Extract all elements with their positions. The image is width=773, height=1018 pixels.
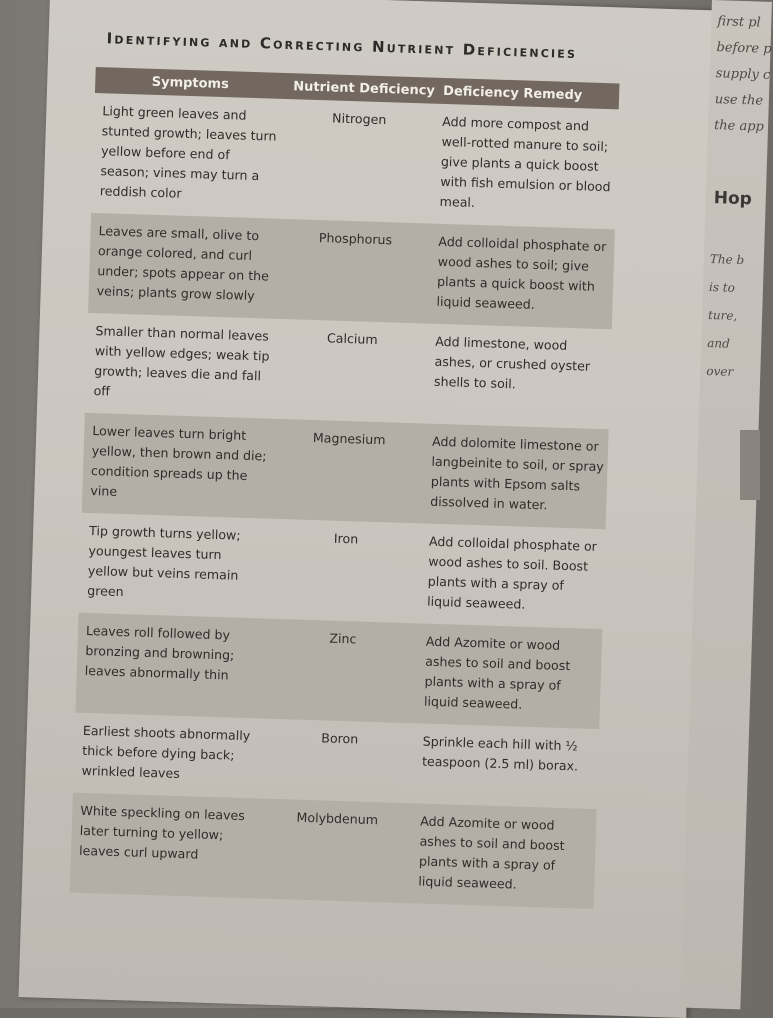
symptoms-cell: Smaller than normal leaves with yellow edges; weak tip growth; leaves die and fall off	[93, 323, 270, 399]
facing-page-heading: Hop	[713, 188, 753, 210]
symptoms-cell: Light green leaves and stunted growth; leaves turn yellow before end of season; vines may turn a reddish color	[99, 103, 277, 201]
remedy-cell: Add dolomite limestone or langbeinite to soil, or spray plants with Epsom salts dissolved in water.	[430, 433, 604, 513]
page-title: Identifying and Correcting Nutrient Deficiencies	[106, 29, 578, 63]
table-row	[88, 213, 615, 329]
table-row	[85, 313, 612, 429]
facing-page-body-text: The b	[709, 252, 745, 268]
facing-page-body-text: is to	[708, 280, 736, 295]
symptoms-cell: White speckling on leaves later turning to yellow; leaves curl upward	[78, 802, 246, 862]
table-row	[79, 513, 606, 629]
facing-page-body-text: and	[707, 336, 731, 351]
header-nutrient: Nutrient Deficiency	[293, 78, 436, 99]
nutrient-table	[70, 67, 620, 909]
symptoms-cell: Leaves are small, olive to orange colored, and curl under; spots appear on the veins; plants grow slowly	[96, 223, 270, 304]
symptoms-cell: Earliest shoots abnormally thick before dying back; wrinkled leaves	[81, 722, 251, 781]
table-row	[75, 613, 602, 729]
remedy-cell: Add colloidal phosphate or wood ashes to soil; give plants a quick boost with liquid seaweed.	[436, 233, 607, 312]
nutrient-cell: Iron	[333, 530, 359, 547]
facing-page-text: supply c	[715, 66, 771, 83]
remedy-cell: Add Azomite or wood ashes to soil and boost plants with a spray of liquid seaweed.	[423, 633, 571, 712]
remedy-cell: Add colloidal phosphate or wood ashes to soil. Boost plants with a spray of liquid seaweed.	[426, 533, 598, 612]
nutrient-cell: Molybdenum	[296, 809, 379, 828]
facing-page-text: use the	[714, 92, 764, 109]
nutrient-cell: Phosphorus	[318, 230, 393, 248]
table-row	[91, 93, 619, 229]
header-symptoms: Symptoms	[151, 74, 230, 92]
facing-page-sidebar-box	[740, 430, 760, 500]
facing-page-text: first pl	[717, 14, 761, 31]
symptoms-cell: Lower leaves turn bright yellow, then brown and die; condition spreads up the vine	[90, 423, 267, 499]
book-page	[19, 0, 718, 1018]
facing-page-text: before p	[716, 40, 772, 57]
symptoms-cell: Tip growth turns yellow; youngest leaves turn yellow but veins remain green	[87, 523, 241, 600]
nutrient-cell: Calcium	[326, 330, 378, 347]
facing-page-body-text: ture,	[707, 308, 738, 323]
nutrient-cell: Nitrogen	[331, 110, 387, 128]
remedy-cell: Add more compost and well-rotted manure to soil; give plants a quick boost with fish emulsion or blood meal.	[439, 113, 611, 210]
remedy-cell: Add Azomite or wood ashes to soil and boost plants with a spray of liquid seaweed.	[418, 813, 565, 892]
symptoms-cell: Leaves roll followed by bronzing and browning; leaves abnormally thin	[84, 622, 235, 683]
nutrient-cell: Magnesium	[312, 429, 386, 448]
table-row	[70, 793, 597, 909]
remedy-cell: Sprinkle each hill with ½ teaspoon (2.5 ml) borax.	[421, 733, 579, 774]
header-remedy: Deficiency Remedy	[442, 83, 583, 103]
nutrient-cell: Boron	[321, 730, 359, 747]
table-row	[82, 413, 609, 529]
nutrient-cell: Zinc	[329, 630, 357, 647]
facing-page-text: the app	[713, 118, 765, 135]
table-body	[70, 93, 619, 909]
remedy-cell: Add limestone, wood ashes, or crushed oyster shells to soil.	[433, 333, 591, 392]
facing-page-body-text: over	[706, 364, 734, 379]
